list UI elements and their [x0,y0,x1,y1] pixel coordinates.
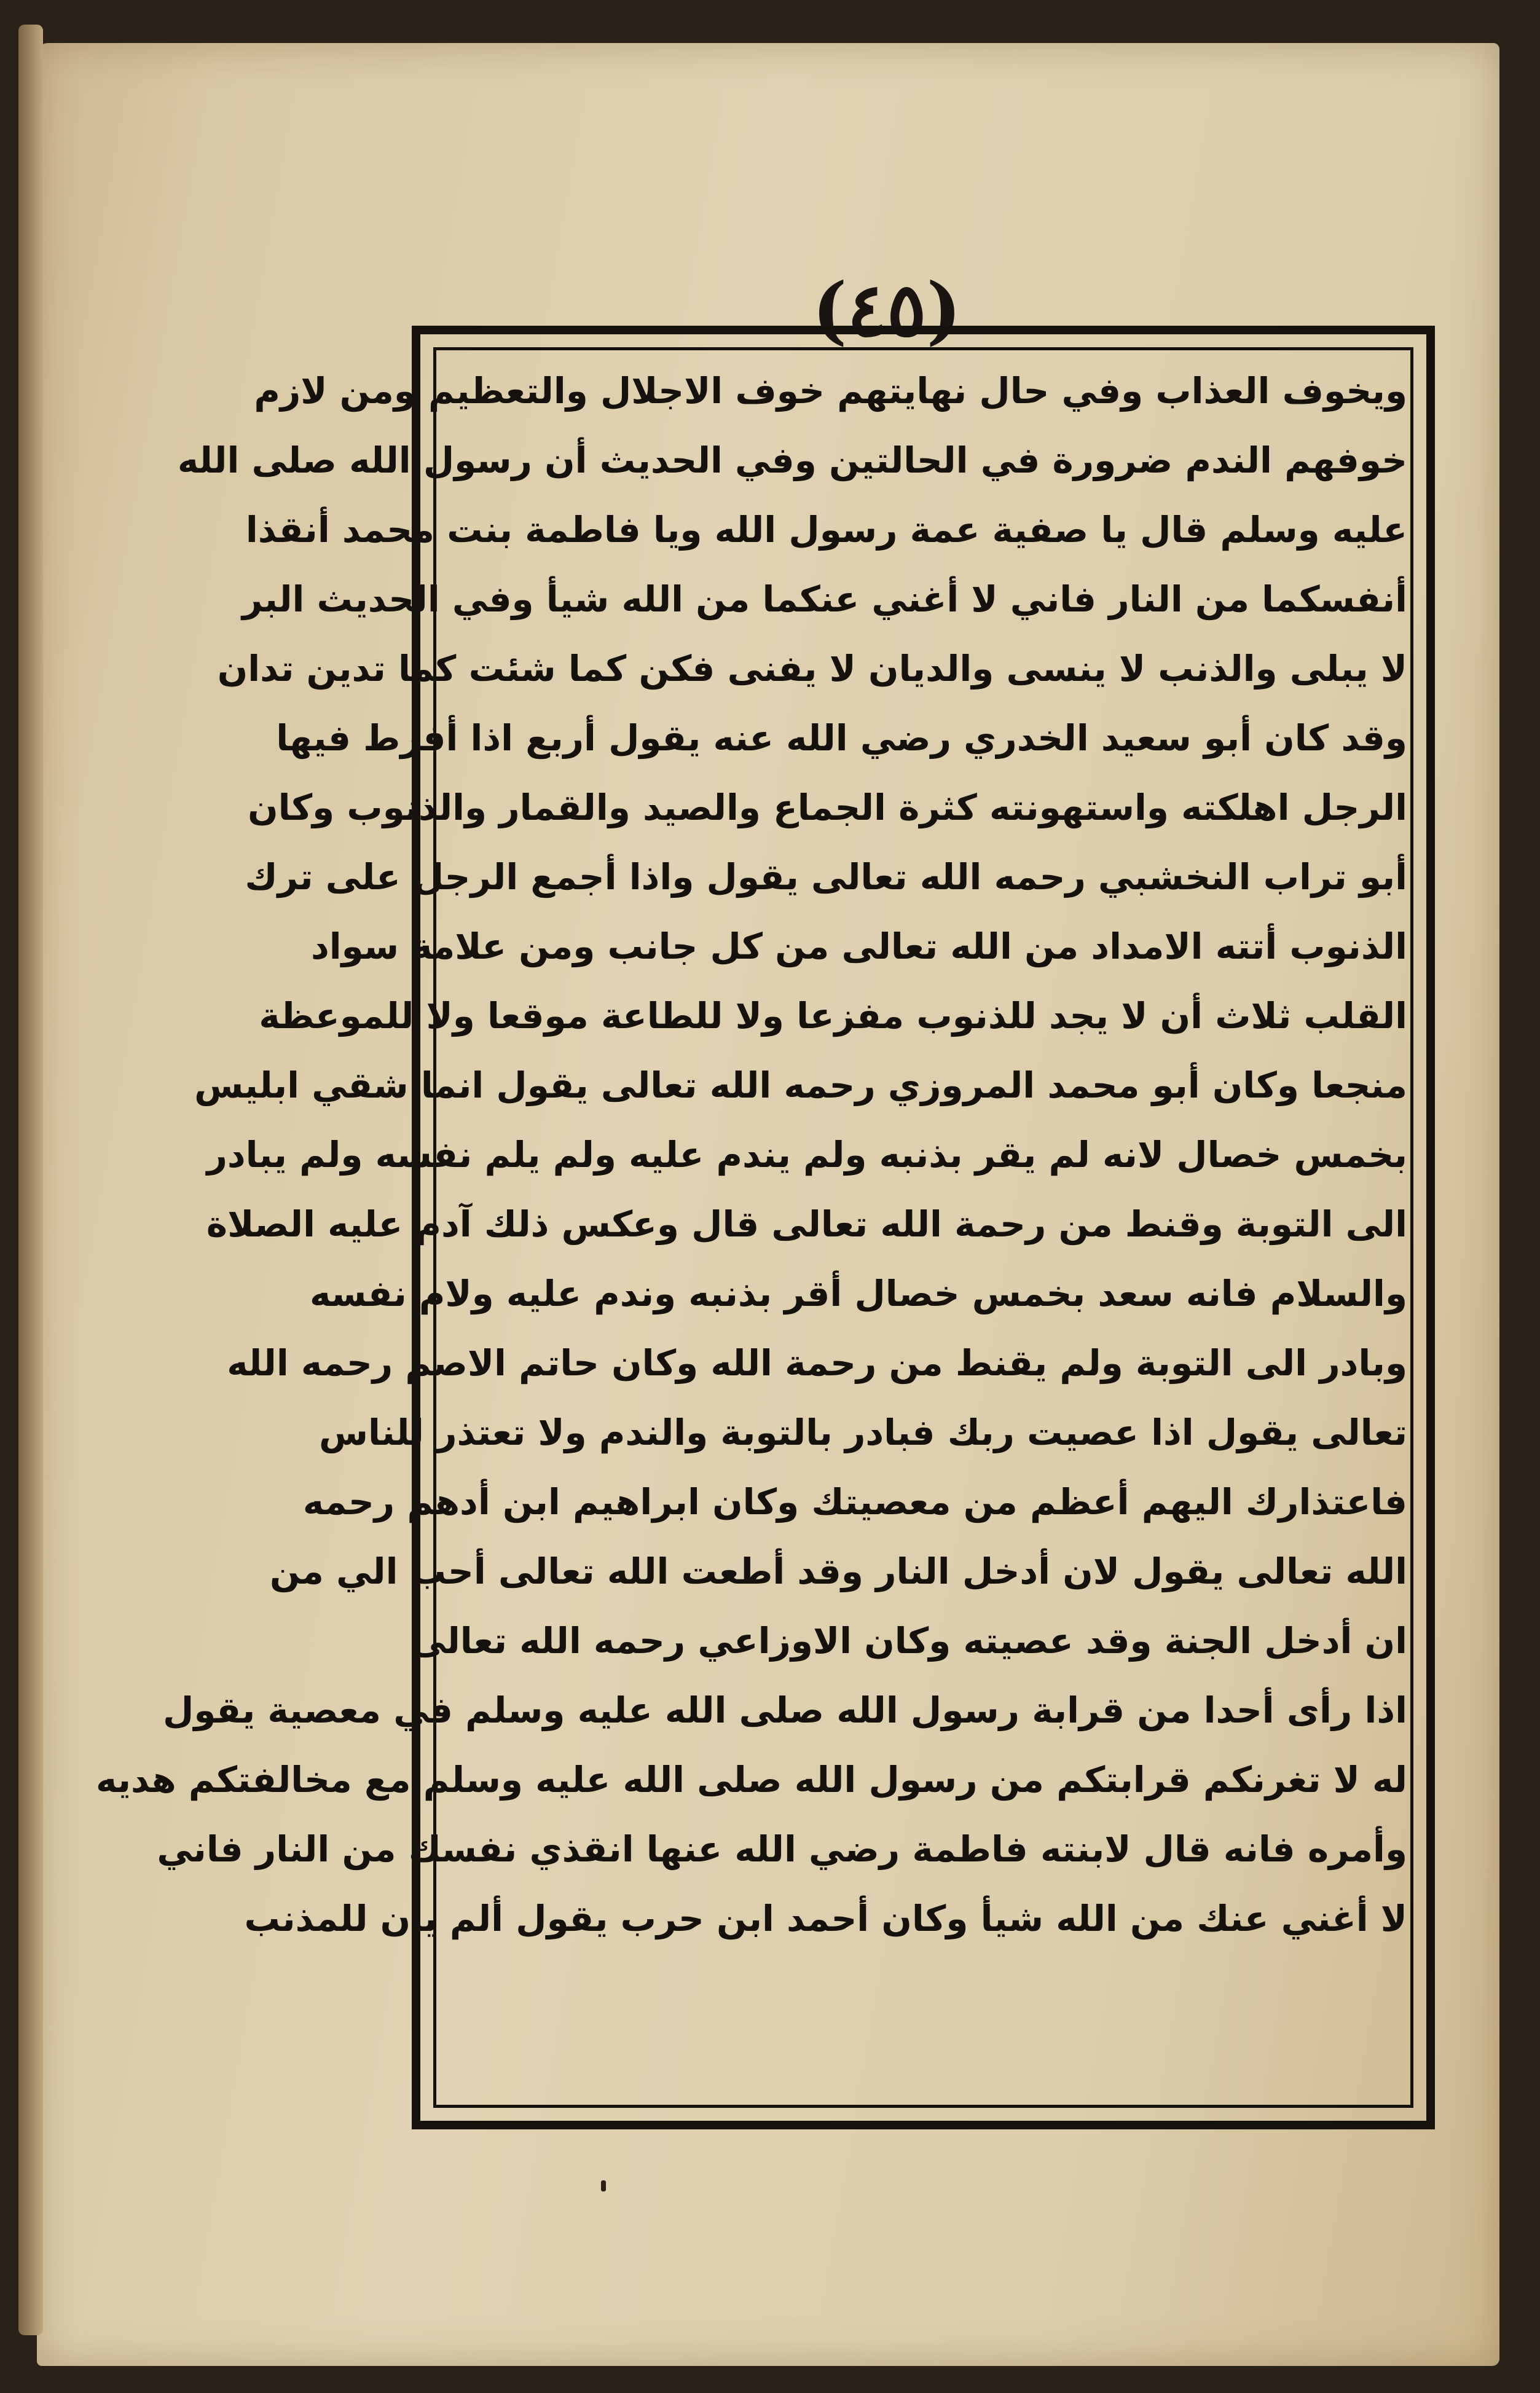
text-line-15: وبادر الى التوبة ولم يقنط من رحمة الله وكان حاتم الاصم رحمه الله [227,1342,1407,1384]
text-line-10: القلب ثلاث أن لا يجد للذنوب مفزعا ولا للطاعة موقعا ولا للموعظة [259,995,1407,1037]
text-line-21: له لا تغرنكم قرابتكم من رسول الله صلى الله عليه وسلم مع مخالفتكم هديه [96,1759,1407,1801]
text-line-20: اذا رأى أحدا من قرابة رسول الله صلى الله عليه وسلم في معصية يقول [163,1689,1407,1731]
text-line-11: منجعا وكان أبو محمد المروزي رحمه الله تعالى يقول انما شقي ابليس [194,1064,1407,1106]
text-line-1: ويخوف العذاب وفي حال نهايتهم خوف الاجلال والتعظيم ومن لازم [254,370,1407,412]
text-line-6: وقد كان أبو سعيد الخدري رضي الله عنه يقول أربع اذا أفرط فيها [276,717,1407,759]
page-number: (٤٥) [812,267,962,353]
text-line-14: والسلام فانه سعد بخمس خصال أقر بذنبه وندم عليه ولام نفسه [310,1273,1407,1314]
text-line-4: أنفسكما من النار فاني لا أغني عنكما من الله شيأ وفي الحديث البر [242,578,1407,620]
ink-speck [601,2180,606,2191]
text-line-12: بخمس خصال لانه لم يقر بذنبه ولم يندم عليه ولم يلم نفسه ولم يبادر [206,1134,1407,1176]
text-line-13: الى التوبة وقنط من رحمة الله تعالى قال وعكس ذلك آدم عليه الصلاة [206,1203,1407,1245]
text-line-3: عليه وسلم قال يا صفية عمة رسول الله ويا فاطمة بنت محمد أنقذا [245,509,1407,551]
text-line-8: أبو تراب النخشبي رحمه الله تعالى يقول واذا أجمع الرجل على ترك [245,856,1407,898]
text-line-5: لا يبلى والذنب لا ينسى والديان لا يفنى فكن كما شئت كما تدين تدان [217,648,1407,690]
text-line-7: الرجل اهلكته واستهونته كثرة الجماع والصيد والقمار والذنوب وكان [248,787,1407,828]
text-line-23: لا أغني عنك من الله شيأ وكان أحمد ابن حرب يقول ألم يأن للمذنب [244,1898,1407,1939]
text-line-17: فاعتذارك اليهم أعظم من معصيتك وكان ابراهيم ابن أدهم رحمه [302,1481,1407,1523]
page-edge [18,25,43,2335]
text-line-9: الذنوب أتته الامداد من الله تعالى من كل جانب ومن علامة سواد [310,925,1407,967]
text-line-2: خوفهم الندم ضرورة في الحالتين وفي الحديث أن رسول الله صلى الله [177,439,1407,481]
body-text [96,356,1407,1954]
text-line-22: وأمره فانه قال لابنته فاطمة رضي الله عنها انقذي نفسك من النار فاني [157,1828,1407,1870]
text-line-16: تعالى يقول اذا عصيت ربك فبادر بالتوبة والندم ولا تعتذر للناس [318,1412,1407,1453]
text-line-18: الله تعالى يقول لان أدخل النار وقد أطعت الله تعالى أحب الي من [269,1550,1407,1592]
text-line-19: ان أدخل الجنة وقد عصيته وكان الاوزاعي رحمه الله تعالى [411,1620,1407,1662]
